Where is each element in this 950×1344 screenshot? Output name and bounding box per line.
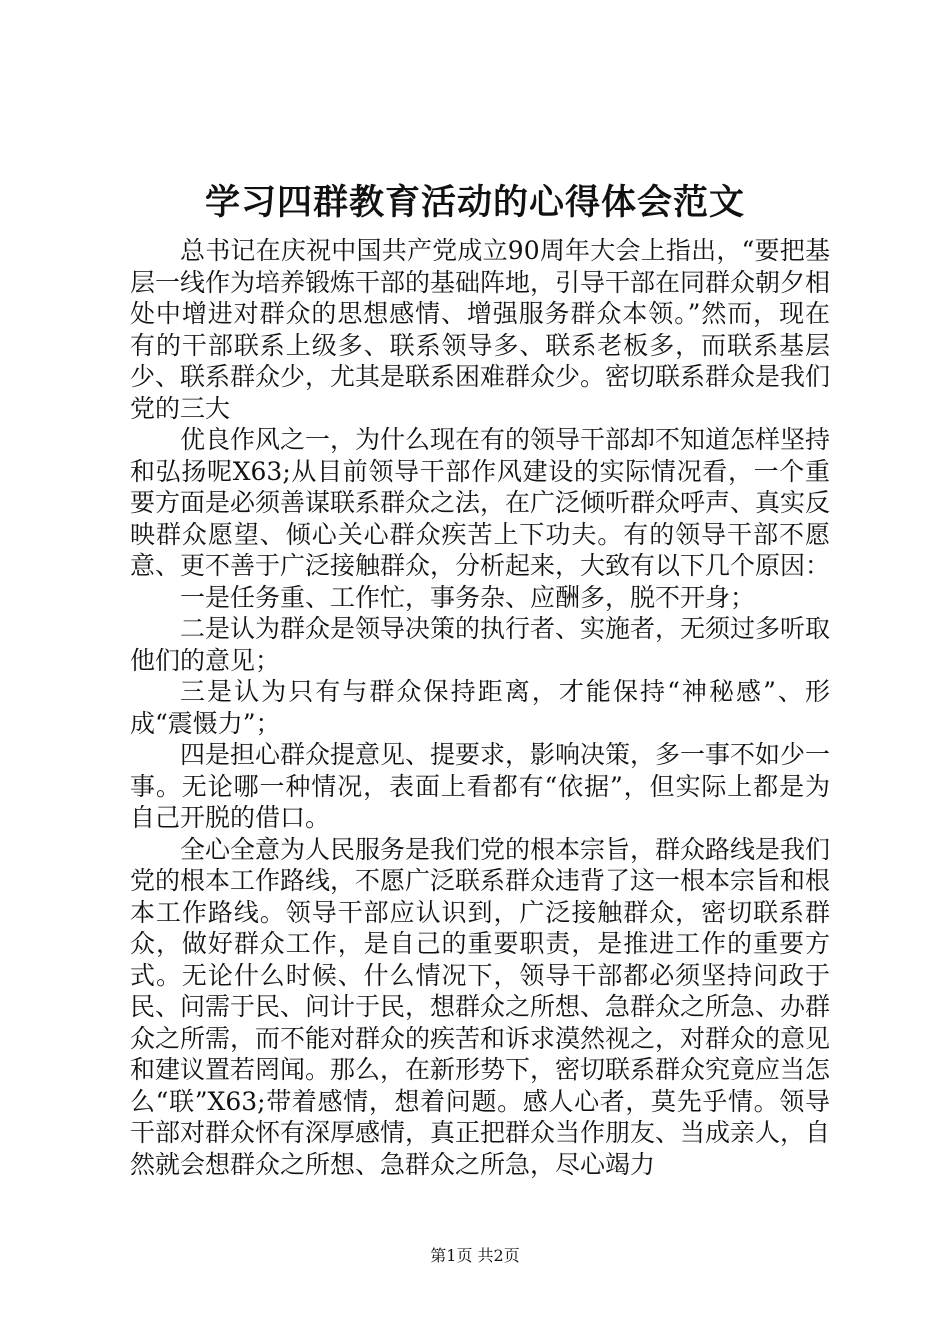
list-item: 一是任务重、工作忙，事务杂、应酬多，脱不开身； [180,582,756,612]
paragraph: 总书记在庆祝中国共产党成立90周年大会上指出，“要把基层一线作为培养锻炼干部的基础阵地，引导干部在同群众朝夕相处中增进对群众的思想感情、增强服务群众本领。”然而，现在有的干部联系上级多、联系领导多、联系老板多，而联系基层少、联系群众少，尤其是联系困难群众少。密切联系群众是我们党的三大 [130,236,831,423]
document-title: 学习四群教育活动的心得体会范文 [204,182,745,223]
list-item: 四是担心群众提意见、提要求，影响决策，多一事不如少一事。无论哪一种情况，表面上看都有“依据”，但实际上都是为自己开脱的借口。 [130,740,831,832]
list-item: 二是认为群众是领导决策的执行者、实施者，无须过多听取他们的意见； [130,614,831,675]
paragraph: 全心全意为人民服务是我们党的根本宗旨，群众路线是我们党的根本工作路线，不愿广泛联系群众违背了这一根本宗旨和根本工作路线。领导干部应认识到，广泛接触群众，密切联系群众，做好群众工作，是自己的重要职责，是推进工作的重要方式。无论什么时候、什么情况下，领导干部都必须坚持问政于民、问需于民、问计于民，想群众之所想、急群众之所急、办群众之所需，而不能对群众的疾苦和诉求漠然视之，对群众的意见和建议置若罔闻。那么，在新形势下，密切联系群众究竟应当怎么“联”X63;带着感情，想着问题。感人心者，莫先乎情。领导干部对群众怀有深厚感情，真正把群众当作朋友、当成亲人，自然就会想群众之所想、急群众之所急，尽心竭力 [130,834,831,1179]
page-footer: 第1页 共2页 [430,1246,520,1265]
document-body [130,235,830,1180]
list-item: 三是认为只有与群众保持距离，才能保持“神秘感”、形成“震慑力”； [130,677,830,738]
paragraph: 优良作风之一，为什么现在有的领导干部却不知道怎样坚持和弘扬呢X63;从目前领导干部作风建设的实际情况看，一个重要方面是必须善谋联系群众之法，在广泛倾听群众呼声、真实反映群众愿望、倾心关心群众疾苦上下功夫。有的领导干部不愿意、更不善于广泛接触群众，分析起来，大致有以下几个原因： [130,425,831,580]
